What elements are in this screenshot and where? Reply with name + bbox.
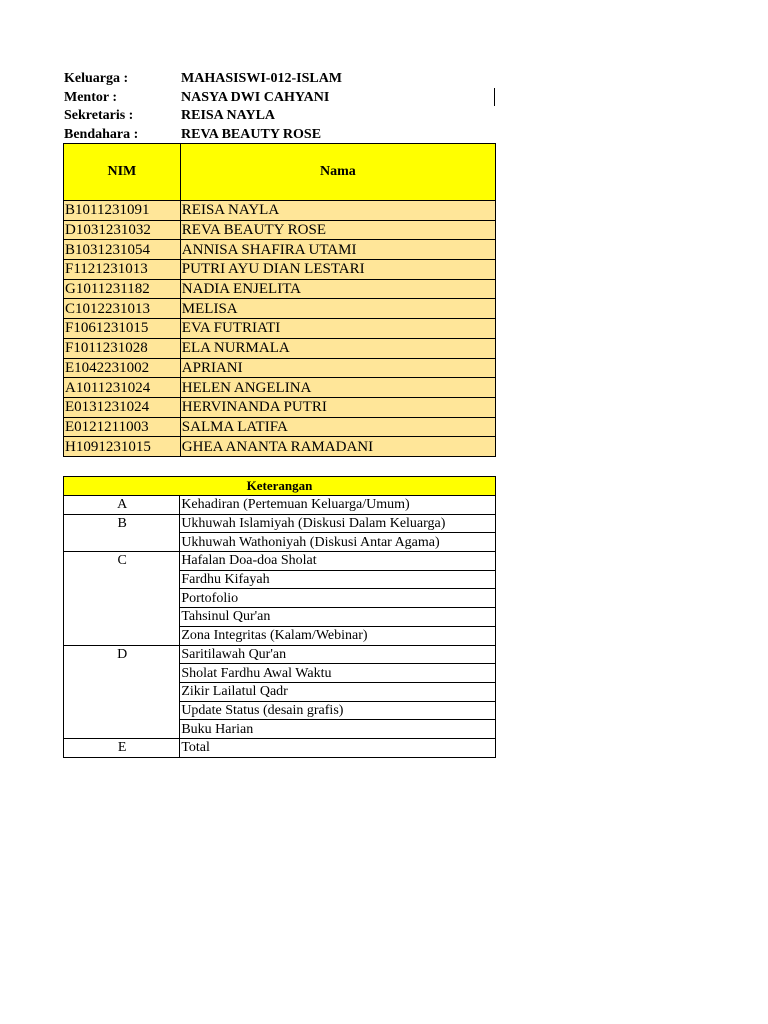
nama-cell: SALMA LATIFA: [180, 417, 495, 437]
nim-header: NIM: [64, 144, 181, 201]
info-label: Sekretaris :: [64, 108, 134, 123]
info-value: REISA NAYLA: [181, 108, 276, 123]
keterangan-row: [64, 552, 496, 571]
nama-cell: APRIANI: [180, 358, 495, 378]
table-row: [64, 397, 496, 417]
nama-cell: HERVINANDA PUTRI: [180, 397, 495, 417]
nim-cell: A1011231024: [64, 378, 181, 398]
table-row: [64, 338, 496, 358]
category-item: Buku Harian: [180, 720, 496, 739]
nim-cell: H1091231015: [64, 437, 181, 457]
table-row: [64, 279, 496, 299]
info-row: [64, 70, 342, 89]
family-info: [64, 70, 342, 144]
members-header-row: [64, 144, 496, 201]
category-item: Tahsinul Qur'an: [180, 608, 496, 627]
nama-cell: REVA BEAUTY ROSE: [180, 220, 495, 240]
category-item: Update Status (desain grafis): [180, 701, 496, 720]
nim-cell: F1121231013: [64, 260, 181, 280]
nim-cell: D1031231032: [64, 220, 181, 240]
nim-cell: G1011231182: [64, 279, 181, 299]
info-row: [64, 89, 342, 108]
nama-cell: ELA NURMALA: [180, 338, 495, 358]
members-table: [63, 143, 496, 457]
nim-cell: E0131231024: [64, 397, 181, 417]
keterangan-table: [63, 476, 496, 758]
table-row: [64, 319, 496, 339]
nama-cell: MELISA: [180, 299, 495, 319]
info-label: Keluarga :: [64, 71, 129, 86]
info-row: [64, 126, 342, 145]
nim-cell: E0121211003: [64, 417, 181, 437]
nim-cell: E1042231002: [64, 358, 181, 378]
category-item: Ukhuwah Islamiyah (Diskusi Dalam Keluarga): [180, 514, 496, 533]
nama-header: Nama: [180, 144, 495, 201]
category-item: Portofolio: [180, 589, 496, 608]
category-item: Zikir Lailatul Qadr: [180, 682, 496, 701]
category-item: Ukhuwah Wathoniyah (Diskusi Antar Agama): [180, 533, 496, 552]
category-item: Total: [180, 738, 496, 757]
info-value: NASYA DWI CAHYANI: [181, 89, 330, 105]
table-row: [64, 240, 496, 260]
category-item: Hafalan Doa-doa Sholat: [180, 552, 496, 571]
text-cursor: [494, 88, 495, 106]
nim-cell: C1012231013: [64, 299, 181, 319]
category-item: Sholat Fardhu Awal Waktu: [180, 664, 496, 683]
category-code: A: [64, 496, 180, 515]
category-item: Kehadiran (Pertemuan Keluarga/Umum): [180, 496, 496, 515]
nim-cell: B1031231054: [64, 240, 181, 260]
table-row: [64, 358, 496, 378]
keterangan-header-row: [64, 477, 496, 496]
nim-cell: F1061231015: [64, 319, 181, 339]
category-item: Zona Integritas (Kalam/Webinar): [180, 626, 496, 645]
category-code: E: [64, 738, 180, 757]
category-code: C: [64, 552, 180, 645]
nama-cell: EVA FUTRIATI: [180, 319, 495, 339]
nama-cell: GHEA ANANTA RAMADANI: [180, 437, 495, 457]
nama-cell: PUTRI AYU DIAN LESTARI: [180, 260, 495, 280]
info-row: [64, 107, 342, 126]
keterangan-row: [64, 738, 496, 757]
category-code: D: [64, 645, 180, 738]
keterangan-row: [64, 496, 496, 515]
table-row: [64, 417, 496, 437]
table-row: [64, 299, 496, 319]
nim-cell: F1011231028: [64, 338, 181, 358]
keterangan-title: Keterangan: [64, 477, 496, 496]
keterangan-row: [64, 514, 496, 533]
info-value: MAHASISWI-012-ISLAM: [181, 71, 343, 86]
info-label: Mentor :: [64, 89, 117, 105]
table-row: [64, 220, 496, 240]
keterangan-row: [64, 645, 496, 664]
nim-cell: B1011231091: [64, 201, 181, 221]
nama-cell: REISA NAYLA: [180, 201, 495, 221]
table-row: [64, 201, 496, 221]
category-code: B: [64, 514, 180, 551]
nama-cell: NADIA ENJELITA: [180, 279, 495, 299]
table-row: [64, 437, 496, 457]
nama-cell: HELEN ANGELINA: [180, 378, 495, 398]
table-row: [64, 378, 496, 398]
category-item: Fardhu Kifayah: [180, 570, 496, 589]
info-value: REVA BEAUTY ROSE: [181, 126, 322, 142]
info-label: Bendahara :: [64, 126, 139, 142]
category-item: Saritilawah Qur'an: [180, 645, 496, 664]
table-row: [64, 260, 496, 280]
nama-cell: ANNISA SHAFIRA UTAMI: [180, 240, 495, 260]
